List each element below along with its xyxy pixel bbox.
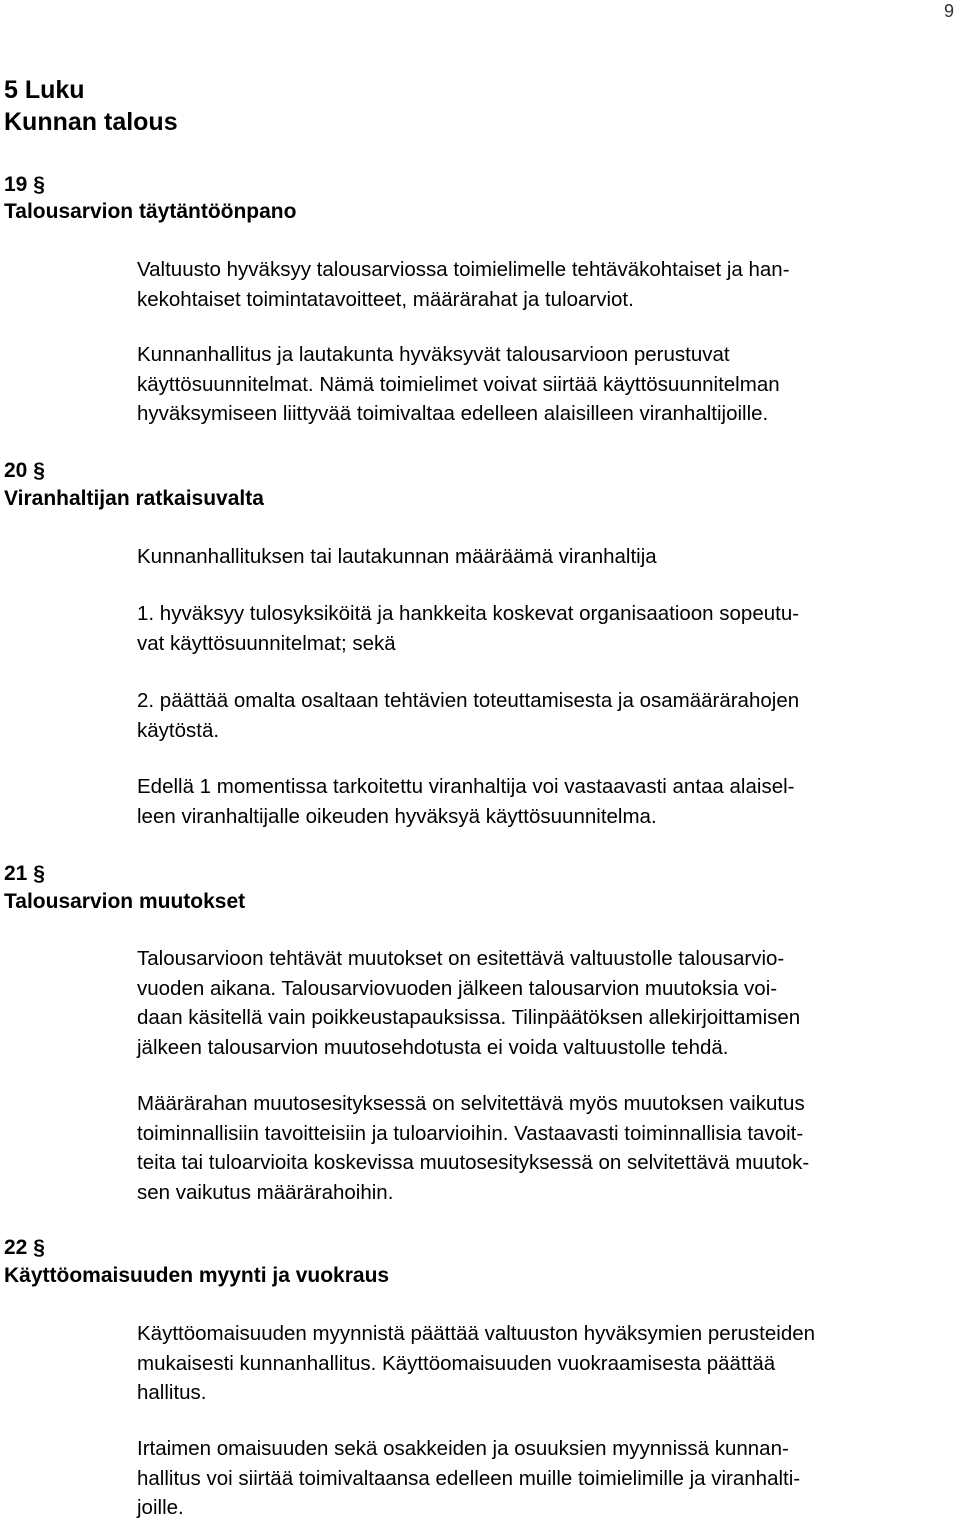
page-number: 9 <box>943 1 954 21</box>
section-21-paragraph-1: Talousarvioon tehtävät muutokset on esitettävä valtuustolle talousarvio- vuoden aikana. Talousarviovuoden jälkeen talousarvion muutoksia voi- daan käsitellä vain poikkeustapauksissa. Tilinpäätöksen allekirjoittamisen jälkeen talousarvion muutosehdotusta ei voida valtuustolle tehdä. <box>137 947 801 1059</box>
section-22-number: 22 § <box>4 1236 45 1259</box>
section-19-paragraph-2: Kunnanhallitus ja lautakunta hyväksyvät talousarvioon perustuvat käyttösuunnitelmat. Nämä toimielimet voivat siirtää käyttösuunnitelman hyväksymiseen liittyvää toimivaltaa edelleen alaisilleen viranhaltijoille. <box>137 343 780 425</box>
section-20-number: 20 § <box>4 459 45 482</box>
section-20-paragraph-1: Kunnanhallituksen tai lautakunnan määräämä viranhaltija <box>137 545 657 568</box>
section-21-title: Talousarvion muutokset <box>4 890 246 913</box>
section-20-paragraph-3: 2. päättää omalta osaltaan tehtävien toteuttamisesta ja osamäärärahojen käytöstä. <box>137 689 800 742</box>
section-20-paragraph-4: Edellä 1 momentissa tarkoitettu viranhaltija voi vastaavasti antaa alaisel- leen viranhaltijalle oikeuden hyväksyä käyttösuunnitelma. <box>137 775 795 828</box>
section-19-number: 19 § <box>4 173 45 196</box>
section-20-paragraph-2: 1. hyväksyy tulosyksiköitä ja hankkeita koskevat organisaatioon sopeutu- vat käyttösuunnitelmat; sekä <box>137 602 800 655</box>
section-19-title: Talousarvion täytäntöönpano <box>4 200 297 223</box>
section-19-paragraph-1: Valtuusto hyväksyy talousarviossa toimielimelle tehtäväkohtaiset ja han- kekohtaiset toimintatavoitteet, määrärahat ja tuloarviot. <box>137 258 790 311</box>
section-21-number: 21 § <box>4 862 45 885</box>
chapter-title: Kunnan talous <box>4 108 178 136</box>
section-22-title: Käyttöomaisuuden myynti ja vuokraus <box>4 1264 390 1287</box>
section-22-paragraph-2: Irtaimen omaisuuden sekä osakkeiden ja osuuksien myynnissä kunnan- hallitus voi siirtää toimivaltaansa edelleen muille toimielimille ja viranhalti- joille. <box>137 1437 801 1519</box>
section-20-title: Viranhaltijan ratkaisuvalta <box>4 487 264 510</box>
section-22-paragraph-1: Käyttöomaisuuden myynnistä päättää valtuuston hyväksymien perusteiden mukaisesti kunnanhallitus. Käyttöomaisuuden vuokraamisesta päättää hallitus. <box>137 1322 816 1404</box>
section-21-paragraph-2: Määrärahan muutosesityksessä on selvitettävä myös muutoksen vaikutus toiminnallisiin tavoitteisiin ja tuloarvioihin. Vastaavasti toiminnallisia tavoit- teita tai tuloarvioita koskevissa muutosesityksessä on selvitettävä muutok- sen vaikutus määrärahoihin. <box>137 1092 810 1204</box>
chapter-number: 5 Luku <box>4 76 85 104</box>
